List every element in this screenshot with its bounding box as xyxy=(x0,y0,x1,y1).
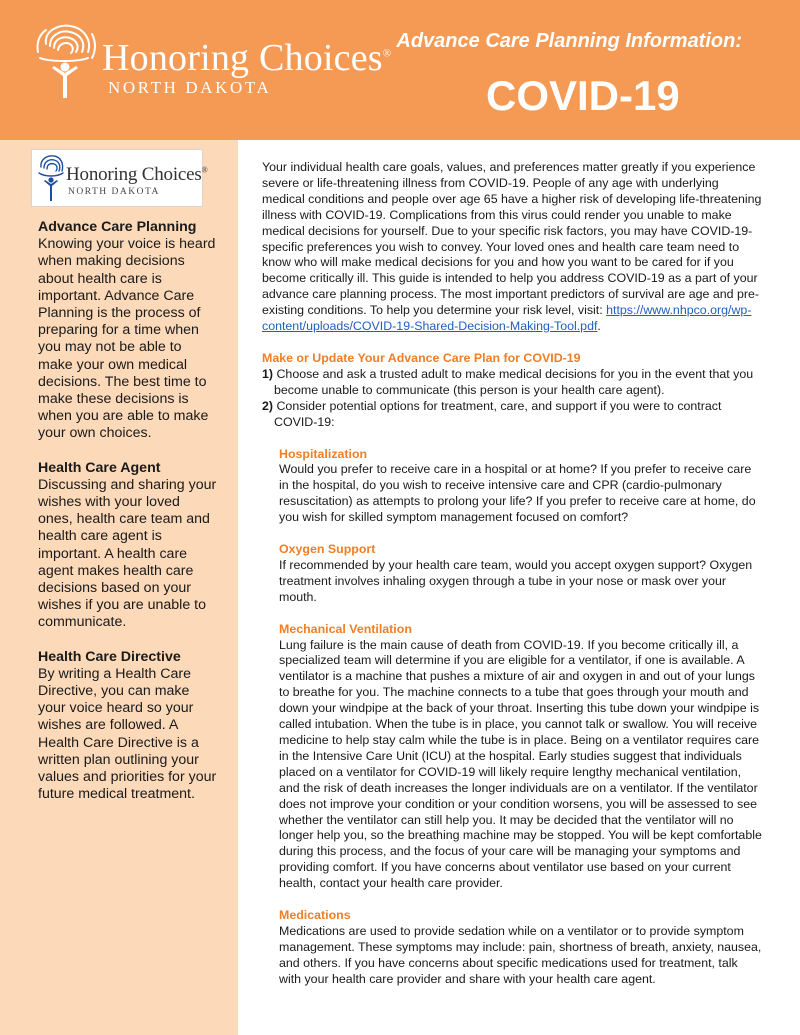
sidebar-logo-figure-icon xyxy=(35,153,65,203)
subsection-oxygen-support xyxy=(262,542,762,606)
subsection-medications xyxy=(262,908,762,988)
plan-heading: Make or Update Your Advance Care Plan for COVID-19 xyxy=(262,350,581,365)
sidebar-section-advance-care-planning xyxy=(38,219,218,443)
subsection-mechanical-ventilation xyxy=(262,622,762,892)
header-subtitle: Advance Care Planning Information: xyxy=(396,30,742,52)
subsection-text: Would you prefer to receive care in a hospital or at home? If you prefer to receive care in the hospital, do you wish to receive intensive care and CPR (cardio-pulmonary resuscitation) as attempts to prolong your life? If you prefer to receive care at home, do you wish for skilled symptom management focused on comfort? xyxy=(279,462,756,525)
sidebar-text xyxy=(38,219,218,821)
sidebar-logo-subtitle: NORTH DAKOTA xyxy=(68,187,160,197)
subsection-hospitalization xyxy=(262,447,762,527)
main-content xyxy=(262,160,762,988)
sidebar-section-heading: Health Care Agent xyxy=(38,459,161,476)
header-band xyxy=(0,0,800,140)
subsection-heading: Medications xyxy=(279,908,351,923)
subsection-heading: Mechanical Ventilation xyxy=(279,621,412,636)
logo-subtitle: NORTH DAKOTA xyxy=(108,78,272,97)
logo-title: Honoring Choices® xyxy=(102,37,392,79)
subsection-text: If recommended by your health care team, would you accept oxygen support? Oxygen treatment involves inhaling oxygen through a tube in your nose or mask over your mouth. xyxy=(279,557,753,604)
sidebar-logo xyxy=(31,149,208,207)
sidebar-section-text: Knowing your voice is heard when making decisions about health care is important. Advance Care Planning is the process of preparing for a time when you may not be able to make your own medical decisions. The best time to make these decisions is when you are able to make your own choices. xyxy=(38,236,216,442)
subsection-text: Medications are used to provide sedation while on a ventilator or to provide symptom management. These symptoms may include: pain, shortness of breath, anxiety, nausea, and others. If you have concerns about specific medications used for treatment, talk with your health care provider and share with your health care agent. xyxy=(279,923,762,986)
sidebar-section-text: By writing a Health Care Directive, you can make your voice heard so your wishes are followed. A Health Care Directive is a written plan outlining your values and priorities for your future medical treatment. xyxy=(38,665,217,803)
step-1: 1) Choose and ask a trusted adult to make medical decisions for you in the event that you become unable to communicate (this person is your health care agent). xyxy=(262,366,754,397)
intro-paragraph: Your individual health care goals, values, and preferences matter greatly if you experience severe or life-threatening illness from COVID-19. People of any age with underlying medical conditions and people over age 65 have a higher risk of developing life-threatening illness with COVID-19. Complications from this virus could render you unable to make medical decisions for yourself. Due to your specific risk factors, you may have COVID-19-specific preferences you wish to convey. Your loved ones and health care team need to know who will make medical decisions for you and how you want to be cared for if you become critically ill. This guide is intended to help you address COVID-19 as a part of your advance care planning process. The most important predictors of survival are age and pre-existing conditions. To help you determine your risk level, visit: https://www.nhpco.org/wp-content/uploads/COVID-19-Shared-Decision-Making-Tool.pdf. xyxy=(262,160,762,334)
risk-tool-link[interactable]: https://www.nhpco.org/wp-content/uploads/COVID-19-Shared-Decision-Making-Tool.pdf xyxy=(262,303,752,334)
sidebar-section-heading: Health Care Directive xyxy=(38,648,181,665)
sidebar-logo-title: Honoring Choices® xyxy=(66,164,208,185)
sidebar-section-health-care-agent xyxy=(38,460,218,632)
sidebar-section-text: Discussing and sharing your wishes with your loved ones, health care team and health care agent is important. A health care agent makes health care decisions based on your wishes if you are unable to communicate. xyxy=(38,476,217,631)
logo-figure-icon xyxy=(30,22,100,100)
page-title: COVID-19 xyxy=(486,72,680,119)
sidebar-section-heading: Advance Care Planning xyxy=(38,219,197,235)
sidebar-section-health-care-directive xyxy=(38,649,218,804)
subsection-heading: Oxygen Support xyxy=(279,542,376,557)
subsection-heading: Hospitalization xyxy=(279,446,368,461)
step-2: 2) Consider potential options for treatment, care, and support if you were to contract COVID-19: xyxy=(262,398,722,429)
subsection-text: Lung failure is the main cause of death from COVID-19. If you become critically ill, a specialized team will determine if you are eligible for a ventilator, if one is available. A ventilator is a machine that pushes a mixture of air and oxygen in and out of your lungs to breathe for you. The machine connects to a tube that goes through your mouth and down your windpipe at the back of your throat. Inserting this tube down your windpipe is called intubation. When the tube is in place, you cannot talk or swallow. You will receive medicine to help stay calm while the tube is in place. Being on a ventilator requires care in the Intensive Care Unit (ICU) at the hospital. Early studies suggest that individuals placed on a ventilator for COVID-19 will likely require lengthy mechanical ventilation, and the risk of death increases the longer individuals are on a ventilator. If the ventilator does not improve your condition or your condition worsens, you will be assessed to see whether the ventilator can still help you. It may be decided that the ventilator will no longer help you, so the breathing machine may be stopped. You will be kept comfortable during this process, and the focus of your care will be managing your symptoms and providing comfort. If you have concerns about ventilator use based on your current health, contact your health care provider. xyxy=(279,637,762,891)
